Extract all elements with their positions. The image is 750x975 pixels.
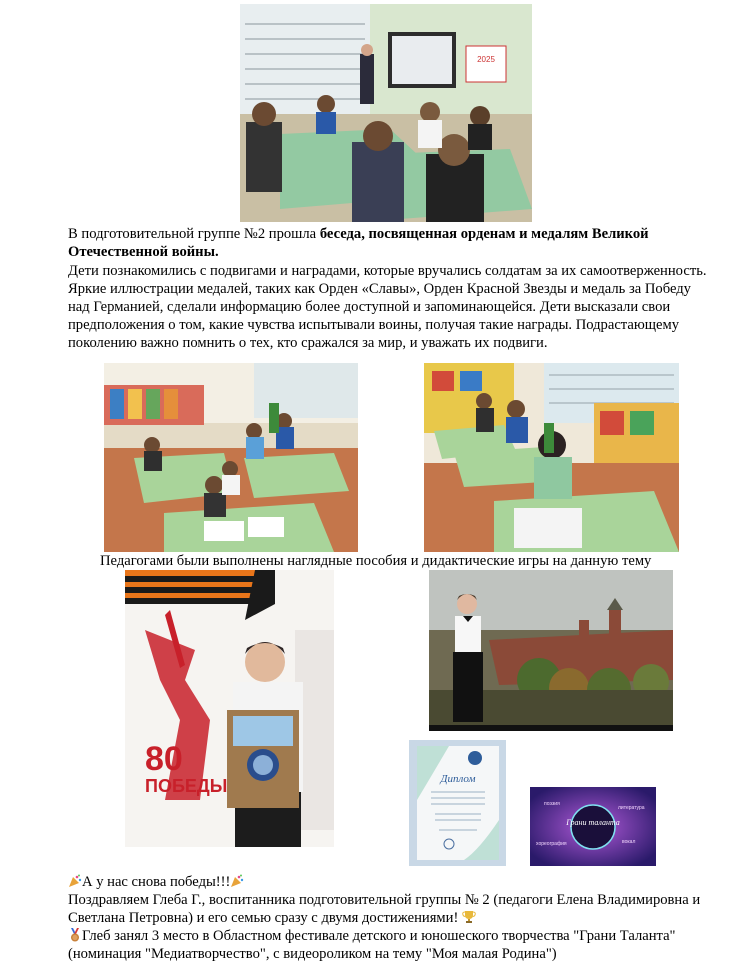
festival-word-3: хореография	[536, 841, 567, 847]
classroom-photo-left	[104, 363, 358, 552]
victory-announcement	[68, 873, 708, 891]
victory-text: А у нас снова победы!!!	[82, 874, 231, 890]
congratulations-paragraph	[68, 891, 708, 927]
victory-banner-photo	[125, 570, 334, 847]
intro-text: В подготовительной группе №2 прошла	[68, 226, 320, 242]
festival-word-1: поэзия	[544, 801, 560, 807]
congratulations-text: Поздравляем Глеба Г., воспитанника подготовительной группы № 2 (педагоги Елена Владимировна и Светлана Петровна) и его семью сразу с двумя достижениями!	[68, 892, 701, 926]
classroom-photo-top	[240, 4, 532, 222]
materials-caption: Педагогами были выполнены наглядные пособия и дидактические игры на данную тему	[100, 553, 652, 569]
bronze-medal-icon	[68, 928, 82, 942]
trophy-icon	[462, 910, 476, 924]
party-popper-icon	[68, 874, 82, 888]
classroom-photo-right	[424, 363, 679, 552]
party-popper-icon	[230, 874, 244, 888]
diploma-photo	[409, 740, 506, 866]
festival-word-2: литература	[618, 805, 645, 811]
diploma-title: Диплом	[440, 773, 476, 785]
intro-bold-text: беседа, посвященная орденам и медалям Великой Отечественной войны.	[68, 226, 649, 260]
festival-word-4: вокал	[622, 839, 636, 845]
description-paragraph: Дети познакомились с подвигами и наградами, которые вручались солдатам за их самоотверженность. Яркие иллюстрации медалей, таких как Орден «Славы», Орден Красной Звезды и медаль за Победу над Германией, сделали информацию более доступной и запоминающейся. Дети высказали свои предположения о том, какие чувства испытывали воины, получая такие награды. Подрастающему поколению важно помнить о тех, кто сражался за мир, и уважать их подвиги.	[68, 263, 707, 351]
achievement-paragraph	[68, 927, 708, 963]
video-still-photo	[429, 570, 673, 731]
festival-title: Грани таланта	[566, 818, 620, 827]
festival-logo-photo	[530, 787, 656, 866]
achievement-text: Глеб занял 3 место в Областном фестивале детского и юношеского творчества "Грани Таланта" (номинация "Медиатворчество", с видеороликом на тему "Моя малая Родина")	[68, 928, 676, 962]
poster-year: 2025	[477, 55, 495, 64]
banner-word: ПОБЕДЫ	[145, 776, 228, 796]
banner-80: 80	[145, 740, 183, 778]
intro-paragraph	[68, 225, 688, 261]
